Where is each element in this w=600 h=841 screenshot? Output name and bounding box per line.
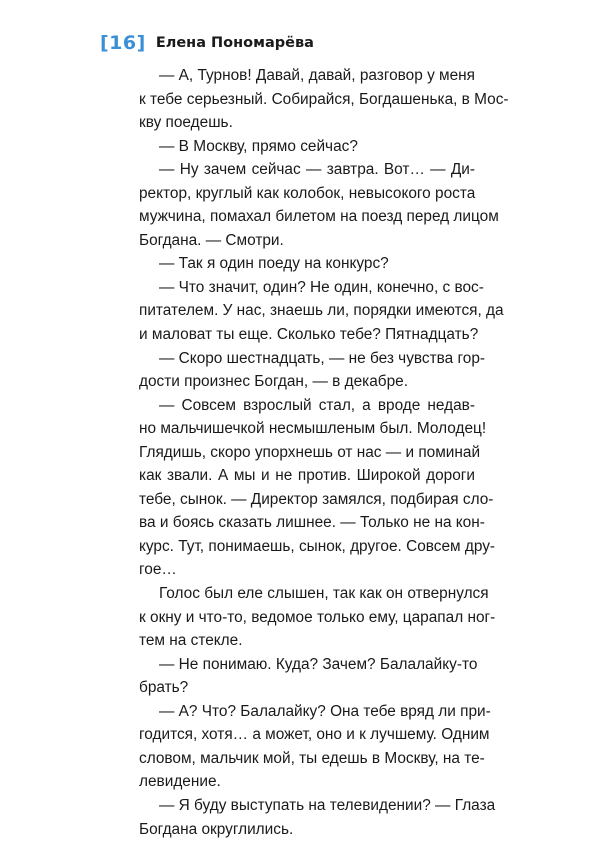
text-line: — В Москву, прямо сейчас? [139, 135, 475, 159]
author-name: Елена Пономарёва [156, 35, 314, 51]
text-line: дости произнес Богдан, — в декабре. [139, 370, 475, 394]
text-line: — Скоро шестнадцать, — не без чувства гор- [139, 347, 475, 371]
text-line: годится, хотя… а может, оно и к лучшему. Одним [139, 723, 475, 747]
text-line: Богдана. — Смотри. [139, 229, 475, 253]
text-line: — Ну зачем сейчас — завтра. Вот… — Ди- [139, 158, 475, 182]
text-line: — Совсем взрослый стал, а вроде недав- [139, 394, 475, 418]
text-line: кву поедешь. [139, 111, 475, 135]
text-line: — А? Что? Балалайку? Она тебе вряд ли при- [139, 700, 475, 724]
text-line: тем на стекле. [139, 629, 475, 653]
running-header [100, 31, 314, 55]
text-line: и маловат ты еще. Сколько тебе? Пятнадцать? [139, 323, 475, 347]
text-line: — Так я один поеду на конкурс? [139, 252, 475, 276]
text-line: Богдана округлились. [139, 818, 475, 841]
text-line: левидение. [139, 770, 475, 794]
text-line: мужчина, помахал билетом на поезд перед лицом [139, 205, 475, 229]
text-line: — Не понимаю. Куда? Зачем? Балалайку-то [139, 653, 475, 677]
text-line: — Я буду выступать на телевидении? — Глаза [139, 794, 475, 818]
text-line: гое… [139, 558, 475, 582]
page-number: [16] [100, 32, 146, 54]
text-line: тебе, сынок. — Директор замялся, подбирая сло- [139, 488, 475, 512]
text-line: как звали. А мы и не против. Широкой дороги [139, 464, 475, 488]
text-line: но мальчишечкой несмышленым был. Молодец! [139, 417, 475, 441]
text-line: Голос был еле слышен, так как он отвернулся [139, 582, 475, 606]
text-line: — Что значит, один? Не один, конечно, с вос- [139, 276, 475, 300]
text-line: курс. Тут, понимаешь, сынок, другое. Совсем дру- [139, 535, 475, 559]
text-line: к тебе серьезный. Собирайся, Богдашенька, в Мос- [139, 88, 475, 112]
text-line: словом, мальчик мой, ты едешь в Москву, на те- [139, 747, 475, 771]
text-line: ректор, круглый как колобок, невысокого роста [139, 182, 475, 206]
text-line: — А, Турнов! Давай, давай, разговор у меня [139, 64, 475, 88]
text-line: брать? [139, 676, 475, 700]
text-line: ва и боясь сказать лишнее. — Только не на кон- [139, 511, 475, 535]
body-text [139, 64, 475, 841]
text-line: Глядишь, скоро упорхнешь от нас — и поминай [139, 441, 475, 465]
text-line: питателем. У нас, знаешь ли, порядки имеются, да [139, 299, 475, 323]
text-line: к окну и что-то, ведомое только ему, царапал ног- [139, 606, 475, 630]
